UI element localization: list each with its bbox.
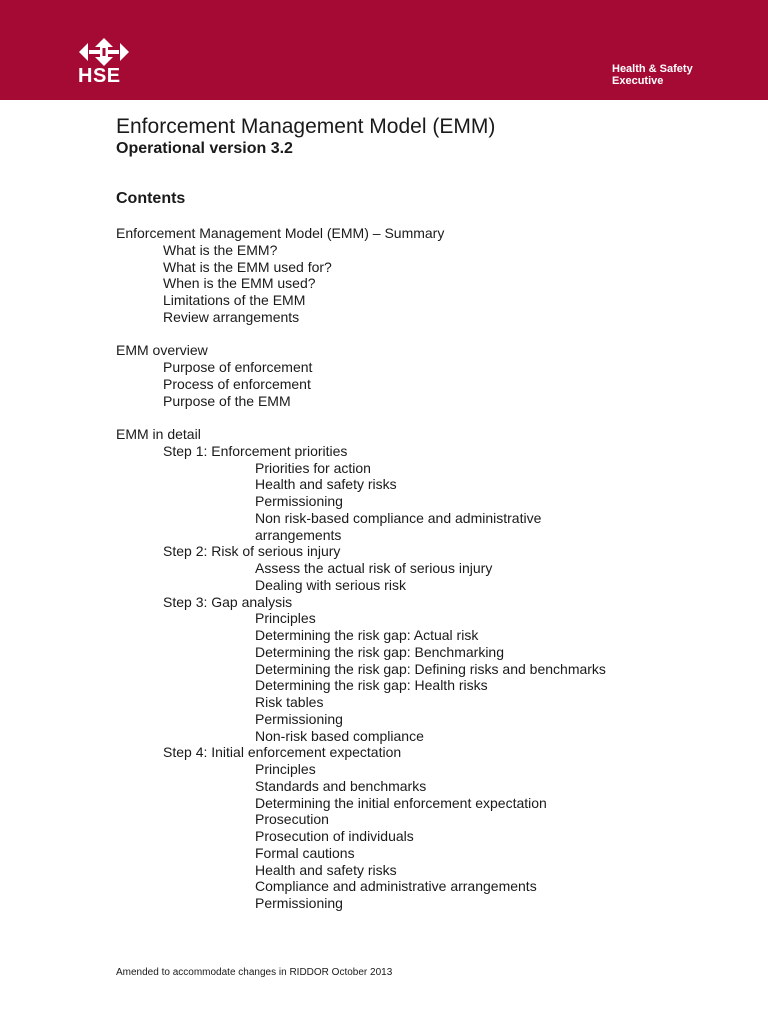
toc-item: Determining the risk gap: Defining risks and benchmarks (255, 660, 606, 677)
toc-item: Determining the risk gap: Actual risk (255, 627, 479, 643)
toc-item: Assess the actual risk of serious injury (255, 560, 493, 576)
table-of-contents (0, 225, 768, 912)
toc-item: Health and safety risks (255, 476, 397, 493)
toc-subsection: Step 1: Enforcement priorities (163, 442, 348, 459)
toc-item: Permissioning (255, 493, 343, 509)
contents-heading: Contents (116, 190, 186, 207)
toc-subsection: Process of enforcement (163, 375, 311, 392)
document-title: Enforcement Management Model (EMM) (116, 115, 496, 138)
toc-subsection: Step 2: Risk of serious injury (163, 543, 341, 560)
toc-spacer (0, 326, 768, 343)
toc-item: Determining the risk gap: Health risks (255, 677, 488, 694)
org-name-line1: Health & Safety (612, 63, 693, 75)
toc-item: Compliance and administrative arrangements (255, 878, 537, 895)
organisation-name (612, 63, 693, 87)
toc-item: Prosecution (255, 811, 329, 828)
toc-item: Permissioning (255, 710, 343, 727)
toc-item: Priorities for action (255, 459, 371, 476)
toc-item: Principles (255, 610, 316, 627)
toc-item: Determining the risk gap: Benchmarking (255, 643, 505, 660)
toc-section: Enforcement Management Model (EMM) – Summary (116, 225, 445, 241)
org-name-line2: Executive (612, 75, 664, 87)
toc-item: Risk tables (255, 694, 324, 710)
toc-subsection: What is the EMM used for? (163, 258, 332, 275)
toc-subsection: When is the EMM used? (163, 275, 316, 292)
logo-text: HSE (78, 65, 121, 87)
toc-subsection: Review arrangements (163, 308, 300, 325)
toc-item: Standards and benchmarks (255, 777, 427, 794)
toc-section: EMM in detail (116, 426, 201, 442)
toc-item: Non risk-based compliance and administrative (255, 509, 542, 526)
header-band (0, 0, 768, 100)
toc-subsection: Purpose of the EMM (163, 392, 291, 409)
toc-item: Permissioning (255, 895, 343, 911)
toc-item: Formal cautions (255, 844, 355, 861)
toc-subsection: Step 3: Gap analysis (163, 593, 293, 610)
toc-item: Principles (255, 761, 316, 777)
toc-subsection: Step 4: Initial enforcement expectation (163, 744, 402, 761)
toc-item: Health and safety risks (255, 861, 397, 878)
toc-item: Determining the initial enforcement expectation (255, 794, 547, 811)
toc-subsection: What is the EMM? (163, 241, 278, 258)
toc-subsection: Limitations of the EMM (163, 292, 306, 308)
document-subtitle: Operational version 3.2 (116, 140, 293, 157)
toc-section: EMM overview (116, 342, 208, 359)
toc-item: arrangements (255, 526, 342, 543)
toc-spacer (0, 409, 768, 426)
toc-item: Non-risk based compliance (255, 727, 424, 744)
toc-item: Dealing with serious risk (255, 576, 406, 593)
toc-item: Prosecution of individuals (255, 828, 414, 844)
toc-subsection: Purpose of enforcement (163, 359, 313, 375)
footnote: Amended to accommodate changes in RIDDOR October 2013 (116, 967, 393, 978)
